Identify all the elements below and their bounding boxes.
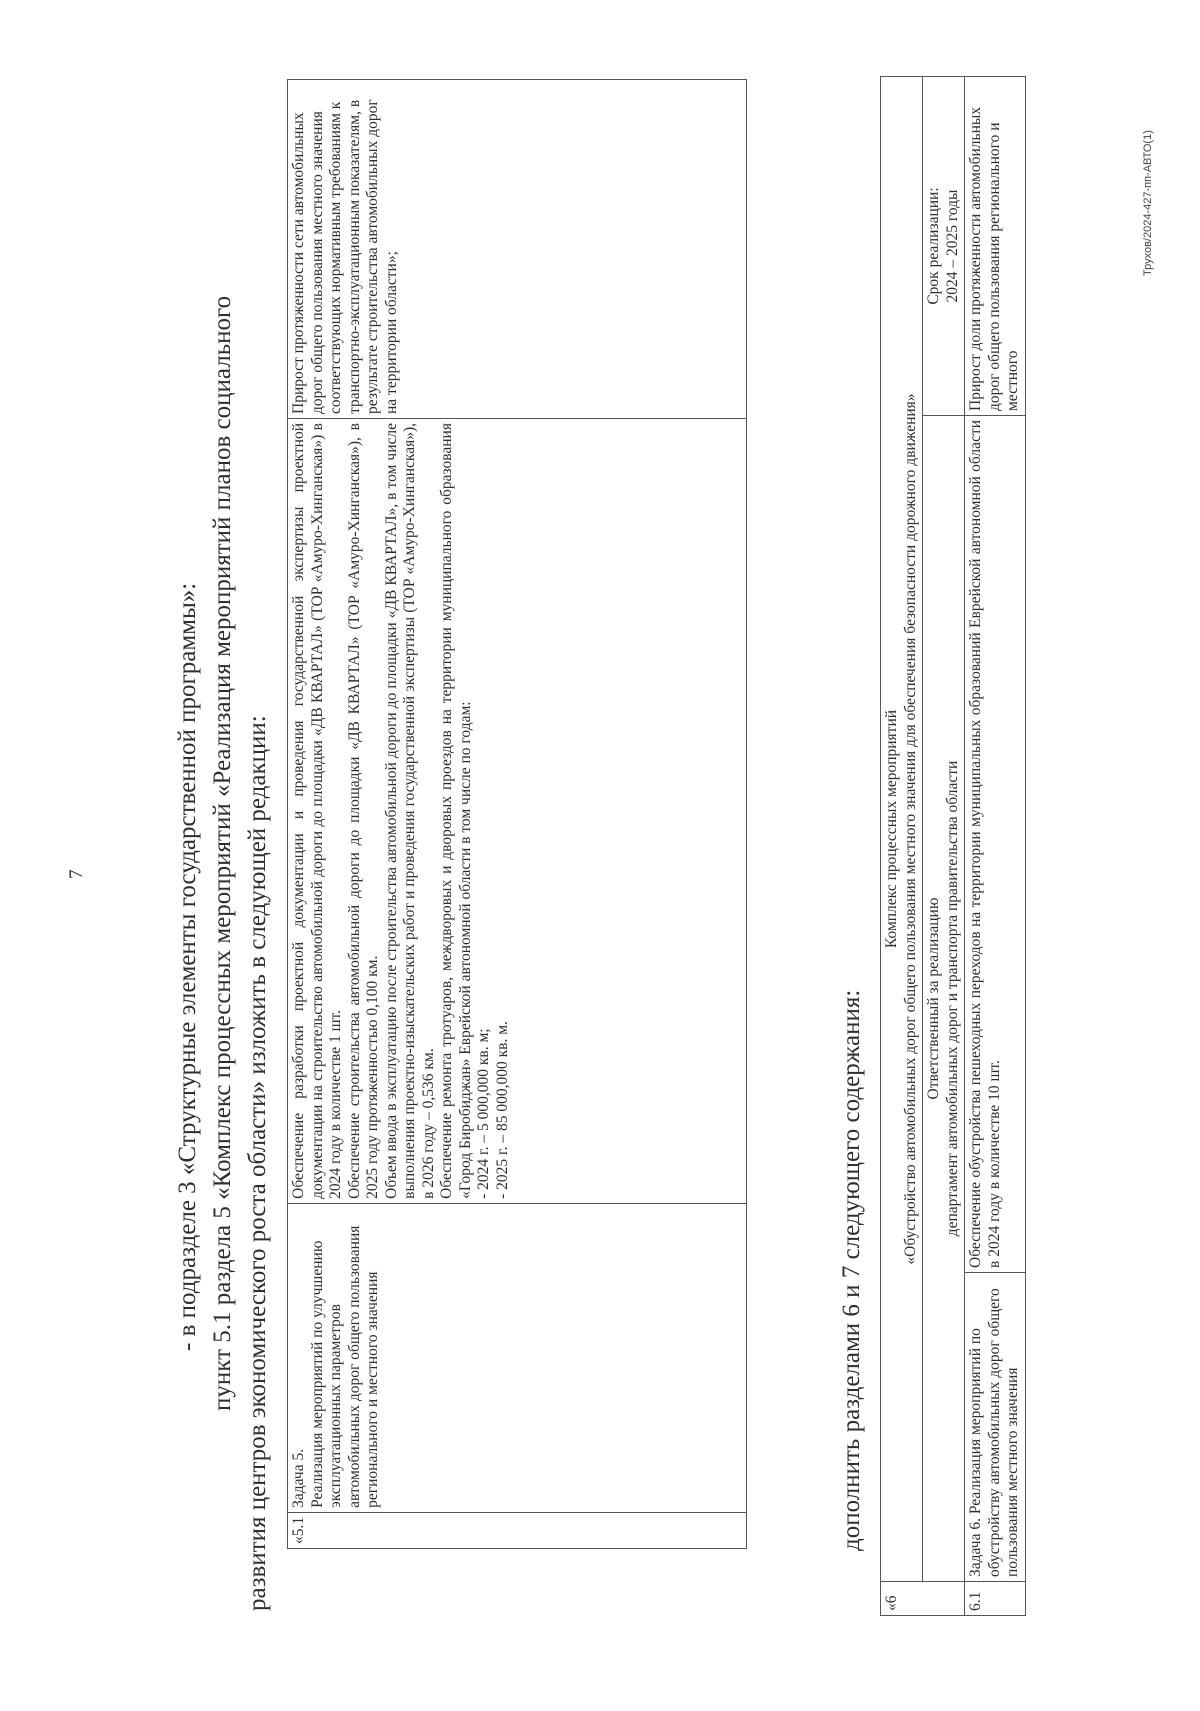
document-footer: Трухов/2024-427-пп-АВТО(1) <box>1142 130 1154 276</box>
table-row <box>923 77 965 1616</box>
responsible-label: Ответственный за реализацию <box>925 897 942 1100</box>
section-header-line-2: «Обустройство автомобильных дорог общего пользования местного значения для обеспечения безопасности дорожного движения» <box>901 393 919 1265</box>
table-row <box>288 80 747 1549</box>
section-header <box>881 77 923 1582</box>
section-number: «6 <box>881 1582 965 1616</box>
indicator-cell: Прирост доли протяженности автомобильных дорог общего пользования регионального и местного <box>965 77 1026 416</box>
task-title: Задача 5. <box>290 1448 307 1508</box>
table-row <box>965 77 1026 1616</box>
result-item: Обеспечение ремонта тротуаров, междворовых и дворовых проездов на территории муниципального образования «Город Биробиджан» Еврейской автономной области в том числе по годам: <box>438 423 474 1199</box>
indicator-cell: Прирост протяженности сети автомобильных дорог общего пользования местного значения соответствующих нормативным требованиям к транспортно-эксплуатационным показателям, в результате строительства автомобильных дорог на территории области»; <box>288 80 747 419</box>
result-item: Обеспечение строительства автомобильной дороги до площадки «ДВ КВАРТАЛ» (ТОР «Амуро-Хинганская»), в 2025 году протяженностью 0,100 км. <box>345 423 381 1199</box>
result-cell: Обеспечение обустройства пешеходных переходов на территории муниципальных образований Еврейской автономной области в 2024 году в количестве 10 шт. <box>965 416 1026 1273</box>
row-number: 6.1 <box>965 1582 1026 1616</box>
section-header-line-1: Комплекс процессных мероприятий <box>883 709 900 949</box>
result-item: - 2025 г. – 85 000,000 кв. м. <box>493 1021 511 1199</box>
task-cell <box>288 1203 747 1512</box>
responsible-value: департамент автомобильных дорог и транспорта правительства области <box>943 760 961 1237</box>
result-item: Обеспечение разработки проектной документации и проведения государственной экспертизы проектной документации на строительство автомобильной дороги до площадки «ДВ КВАРТАЛ» (ТОР «Амуро-Хинганская») в 2024 году в количестве 1 шт. <box>290 423 344 1199</box>
task-description: Реализация мероприятий по улучшению эксплуатационных параметров автомобильных дорог общего пользования регионального и местного значения <box>308 1225 381 1508</box>
section-6-table <box>880 76 1026 1616</box>
period-label: Срок реализации: <box>925 187 942 305</box>
intro-text <box>170 51 275 1611</box>
supplement-text: дополнить разделами 6 и 7 следующего содержания: <box>838 989 865 1551</box>
item-number: «5.1 <box>288 1512 747 1548</box>
result-item: Объем ввода в эксплуатацию после строительства автомобильной дороги до площадки «ДВ КВАРТАЛ», в том числе выполнения проектно-изыскательских работ и проведения государственной экспертизы (ТОР «Амуро-Хинганская»), в 2026 году – 0,536 км. <box>382 423 437 1199</box>
table-row <box>881 77 923 1616</box>
result-item: - 2024 г. – 5 000,000 кв. м; <box>475 1028 492 1199</box>
intro-line-1: - в подразделе 3 «Структурные элементы государственной программы»: <box>174 582 201 1351</box>
period-cell <box>923 77 965 416</box>
task-cell: Задача 6. Реализация мероприятий по обустройству автомобильных дорог общего пользования местного значения <box>965 1273 1026 1582</box>
task-5-table <box>287 79 747 1549</box>
responsible-cell <box>923 416 965 1582</box>
results-cell <box>288 419 747 1204</box>
page-number: 7 <box>66 869 87 879</box>
period-value: 2024 – 2025 годы <box>943 189 961 303</box>
intro-line-2: пункт 5.1 раздела 5 «Комплекс процессных мероприятий «Реализация мероприятий планов социального <box>209 295 236 1411</box>
intro-line-3: развития центров экономического роста области» изложить в следующей редакции: <box>244 715 271 1611</box>
